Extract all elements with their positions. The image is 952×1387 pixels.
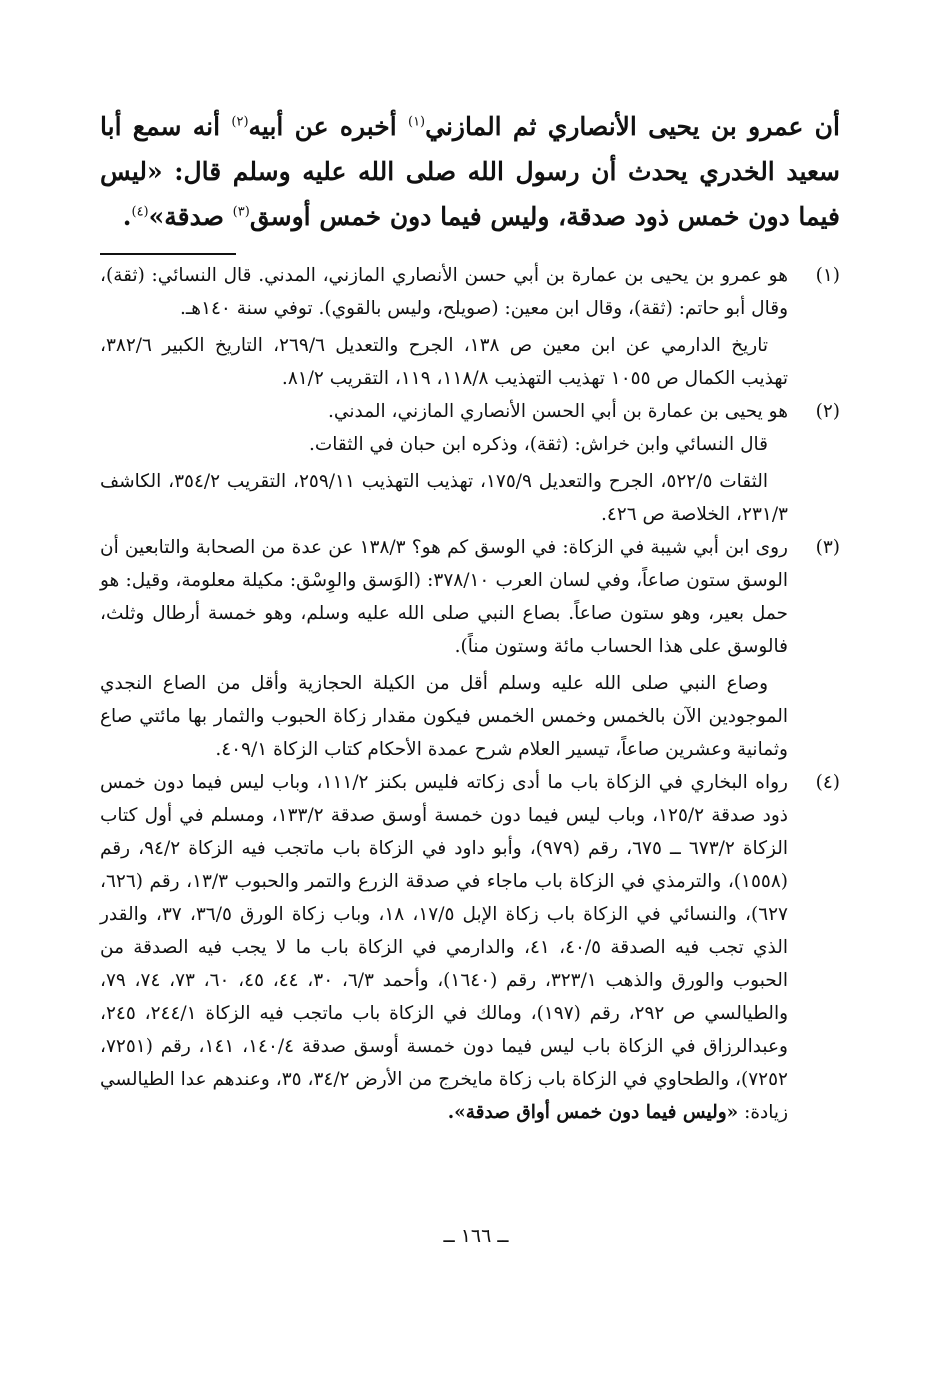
main-text <box>100 104 840 239</box>
footnote-ref-2[interactable]: (٢) <box>231 114 249 130</box>
footnote-paragraph: هو يحيى بن عمارة بن أبي الحسن الأنصاري المازني، المدني. <box>328 401 788 422</box>
footnote-3 <box>100 531 840 766</box>
main-part-3: أنه سمع أبا سعيد الخدري يحدث أن رسول الله صلى الله عليه وسلم قال: <box>100 112 840 186</box>
footnote-bold-addition: «وليس فيما دون خمس أواق صدقة». <box>447 1102 739 1123</box>
main-end: . <box>122 202 132 231</box>
footnote-ref-4[interactable]: (٤) <box>131 204 149 220</box>
footnote-paragraph: تاريخ الدارمي عن ابن معين ص ١٣٨، الجرح والتعديل ٢٦٩/٦، التاريخ الكبير ٣٨٢/٦، تهذيب الكمال ص ١٠٥٥ تهذيب التهذيب ١١٨/٨، ١١٩، التقريب ٨١/٢. <box>100 335 788 389</box>
hadith-text-1: «ليس فيما دون خمس ذود صدقة، وليس فيما دون خمس أوسق <box>100 157 840 231</box>
footnote-text: رواه البخاري في الزكاة باب ما أدى زكاته فليس بكنز ١١١/٢، وباب ليس فيما دون خمس ذود صدقة ١٢٥/٢، وباب ليس فيما دون خمسة أوسق صدقة ١٣٣/٢، ومسلم في أول كتاب الزكاة ٦٧٣/٢ ــ ٦٧٥، رقم (٩٧٩)، وأبو داود في الزكاة باب ماتجب فيه الزكاة ٩٤/٢، رقم (١٥٥٨)، والترمذي في الزكاة باب ماجاء في صدقة الزرع والتمر والحبوب ١٣/٣، رقم (٦٢٦، ٦٢٧)، والنسائي في الزكاة باب زكاة الإبل ١٧/٥، ١٨، وباب زكاة الورق ٣٦/٥، ٣٧، والقدر الذي تجب فيه الصدقة ٤٠/٥، ٤١، والدارمي في الزكاة باب ما لا يجب فيه الصدقة من الحبوب والورق والذهب ٣٢٣/١، رقم (١٦٤٠)، وأحمد ٦/٣، ٣٠، ٤٤، ٤٥، ٦٠، ٧٣، ٧٤، ٧٩، والطيالسي ص ٢٩٢، رقم (١٩٧)، ومالك في الزكاة باب ماتجب فيه الزكاة ٢٤٤/١، ٢٤٥، وعبدالرزاق في الزكاة باب ليس فيما دون خمسة أوسق صدقة ١٤٠/٤، ١٤١، رقم (٧٢٥١، ٧٢٥٢)، والطحاوي في الزكاة باب زكاة مايخرج من الأرض ٣٤/٢، ٣٥، وعندهم عدا الطيالسي زيادة: <box>100 772 789 1123</box>
footnote-paragraph: الثقات ٥٢٢/٥، الجرح والتعديل ١٧٥/٩، تهذيب التهذيب ٢٥٩/١١، التقريب ٣٥٤/٢، الكاشف ٢٣١/٣، الخلاصة ص ٤٢٦. <box>100 471 788 525</box>
main-part-2: أخبره عن أبيه <box>248 112 408 141</box>
footnote-1 <box>100 259 840 395</box>
footnote-ref-1[interactable]: (١) <box>407 114 426 130</box>
footnote-separator <box>100 239 840 259</box>
footnote-ref-3[interactable]: (٣) <box>232 204 250 220</box>
footnote-paragraph: قال النسائي وابن خراش: (ثقة)، وذكره ابن حبان في الثقات. <box>308 434 768 455</box>
footnote-number: (١) <box>815 265 840 286</box>
footnote-number: (٢) <box>815 401 840 422</box>
separator-line <box>100 253 236 255</box>
footnote-number: (٣) <box>815 537 840 558</box>
footnote-paragraph: هو عمرو بن يحيى بن عمارة بن أبي حسن الأنصاري المازني، المدني. قال النسائي: (ثقة)، وقال أبو حاتم: (ثقة)، وقال ابن معين: (صويلح، وليس بالقوي). توفي سنة ١٤٠هـ. <box>100 265 788 319</box>
main-intro: أن عمرو بن يحيى الأنصاري ثم المازني <box>425 112 840 141</box>
footnote-paragraph: روى ابن أبي شيبة في الزكاة: في الوسق كم هو؟ ١٣٨/٣ عن عدة من الصحابة والتابعين أن الوسق ستون صاعاً، وفي لسان العرب ٣٧٨/١٠: (الوَسق والوِسْق: مكيلة معلومة، وقيل: هو حمل بعير، وهو ستون صاعاً. بصاع النبي صلى الله عليه وسلم، وهو خمسة أرطال وثلث، فالوسق على هذا الحساب مائة وستون مناً). <box>100 537 788 657</box>
footnote-4 <box>100 766 840 1129</box>
page-number: ــ ١٦٦ ــ <box>443 1225 509 1247</box>
hadith-text-2: صدقة» <box>148 202 233 231</box>
footnote-paragraph <box>100 766 788 1129</box>
footnote-number: (٤) <box>815 772 840 793</box>
footnote-paragraph: وصاع النبي صلى الله عليه وسلم أقل من الكيلة الحجازية وأقل من الصاع النجدي الموجودين الآن بالخمس وخمس الخمس فيكون مقدار زكاة الحبوب والثمار بها مائتي صاع وثمانية وعشرين صاعاً، تيسير العلام شرح عمدة الأحكام كتاب الزكاة ٤٠٩/١. <box>100 673 788 760</box>
footnote-2 <box>100 395 840 531</box>
